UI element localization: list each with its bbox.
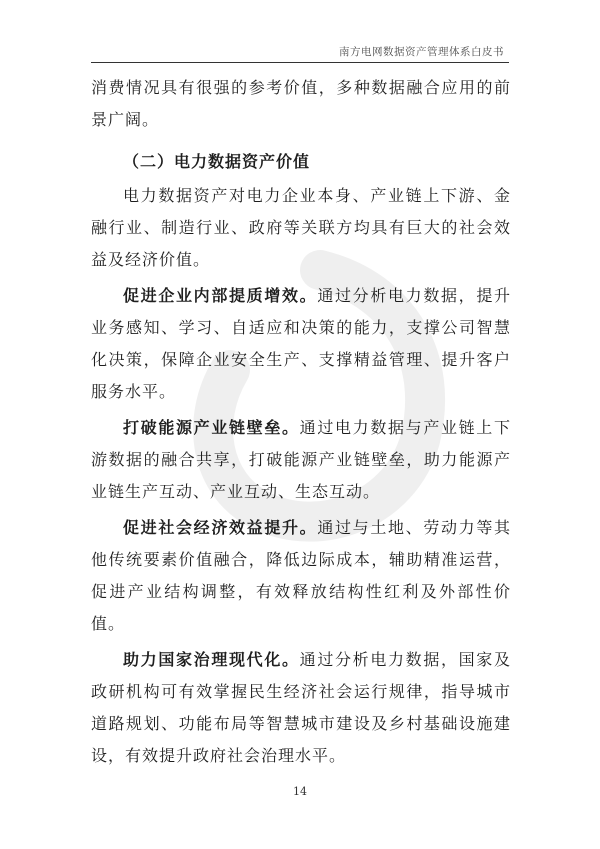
value-item-1-lead: 促进企业内部提质增效。 <box>123 286 318 305</box>
value-item-4-lead: 助力国家治理现代化。 <box>123 650 300 669</box>
value-item-1-text: 通过分析电力数据，提升业务感知、学习、自适应和决策的能力，支撑公司智慧化决策，保障企业安全生产、支撑精益管理、提升客户服务水平。 <box>91 286 511 401</box>
value-item-3-text: 通过与土地、劳动力等其他传统要素价值融合，降低边际成本，辅助精准运营，促进产业结构调整，有效释放结构性红利及外部性价值。 <box>91 518 511 633</box>
value-item-4 <box>91 644 511 772</box>
value-item-3 <box>91 512 511 640</box>
intro-paragraph: 电力数据资产对电力企业本身、产业链上下游、金融行业、制造行业、政府等关联方均具有巨大的社会效益及经济价值。 <box>91 186 511 269</box>
value-item-1 <box>91 280 511 408</box>
value-item-2 <box>91 412 511 508</box>
value-item-2-lead: 打破能源产业链壁垒。 <box>123 418 300 437</box>
value-item-2-text: 通过电力数据与产业链上下游数据的融合共享，打破能源产业链壁垒，助力能源产业链生产互动、产业互动、生态互动。 <box>91 418 511 501</box>
value-item-3-lead: 促进社会经济效益提升。 <box>123 518 318 537</box>
value-item-4-text: 通过分析电力数据，国家及政研机构可有效掌握民生经济社会运行规律，指导城市道路规划、功能布局等智慧城市建设及乡村基础设施建设，有效提升政府社会治理水平。 <box>91 650 511 765</box>
page-content <box>91 72 511 776</box>
section-heading: （二）电力数据资产价值 <box>123 152 311 171</box>
running-header-title: 南方电网数据资产管理体系白皮书 <box>339 46 504 58</box>
continuation-paragraph: 消费情况具有很强的参考价值，多种数据融合应用的前景广阔。 <box>91 78 511 129</box>
page-number: 14 <box>293 785 307 798</box>
header-rule <box>91 62 509 63</box>
